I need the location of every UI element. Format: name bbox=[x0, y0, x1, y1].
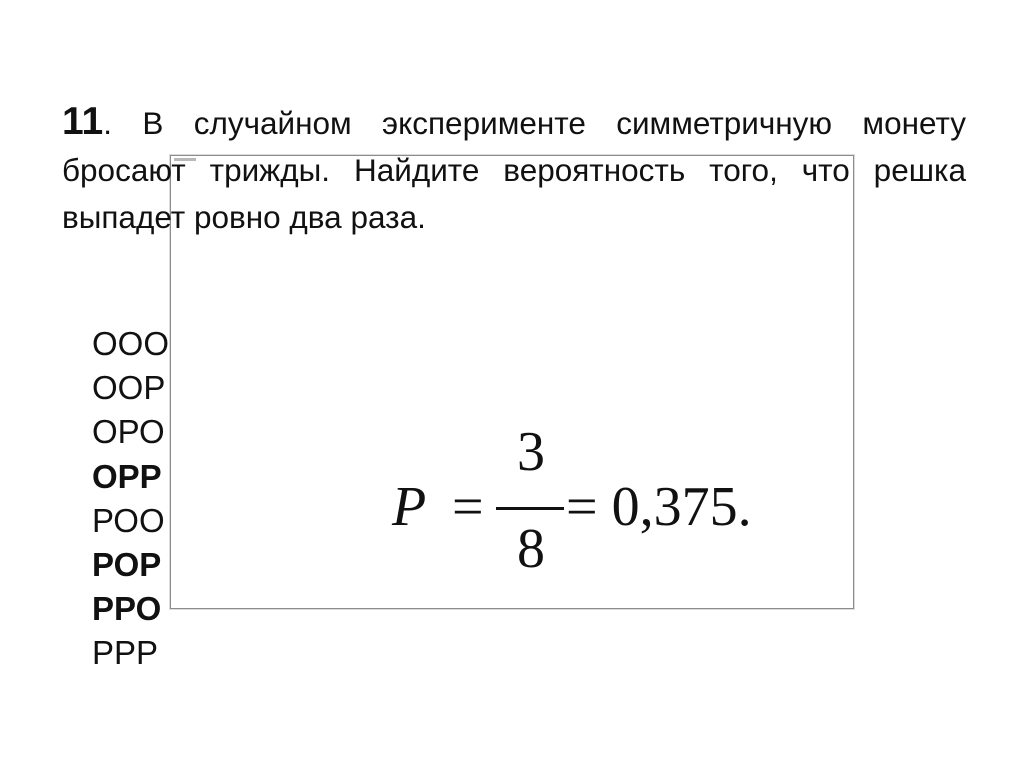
fraction-bar bbox=[496, 507, 564, 510]
outcome-item-favorable: ОРР bbox=[92, 457, 162, 495]
outcome-item-favorable: РОР bbox=[92, 546, 162, 584]
outcome-item: РРР bbox=[92, 634, 159, 672]
problem-statement bbox=[62, 98, 966, 241]
formula-variable: P bbox=[392, 476, 427, 538]
problem-text: В случайном эксперименте симметричную монету бросают трижды. Найдите вероятность того, что решка выпадет ровно два раза. bbox=[62, 105, 966, 235]
problem-number-suffix: . bbox=[103, 105, 112, 141]
problem-number: 11 bbox=[62, 100, 104, 143]
outcome-item: ООР bbox=[92, 369, 166, 407]
formula-equals-sign: = bbox=[452, 476, 484, 538]
fraction-numerator: 3 bbox=[517, 421, 545, 483]
formula-result: = 0,375. bbox=[566, 476, 752, 538]
fraction-denominator: 8 bbox=[517, 518, 545, 580]
outcomes-list bbox=[92, 322, 169, 676]
outcome-item: ООО bbox=[92, 325, 170, 362]
outcome-item: ОРО bbox=[92, 413, 165, 451]
outcome-item-favorable: РРО bbox=[92, 590, 162, 628]
outcome-item: РОО bbox=[92, 501, 165, 539]
